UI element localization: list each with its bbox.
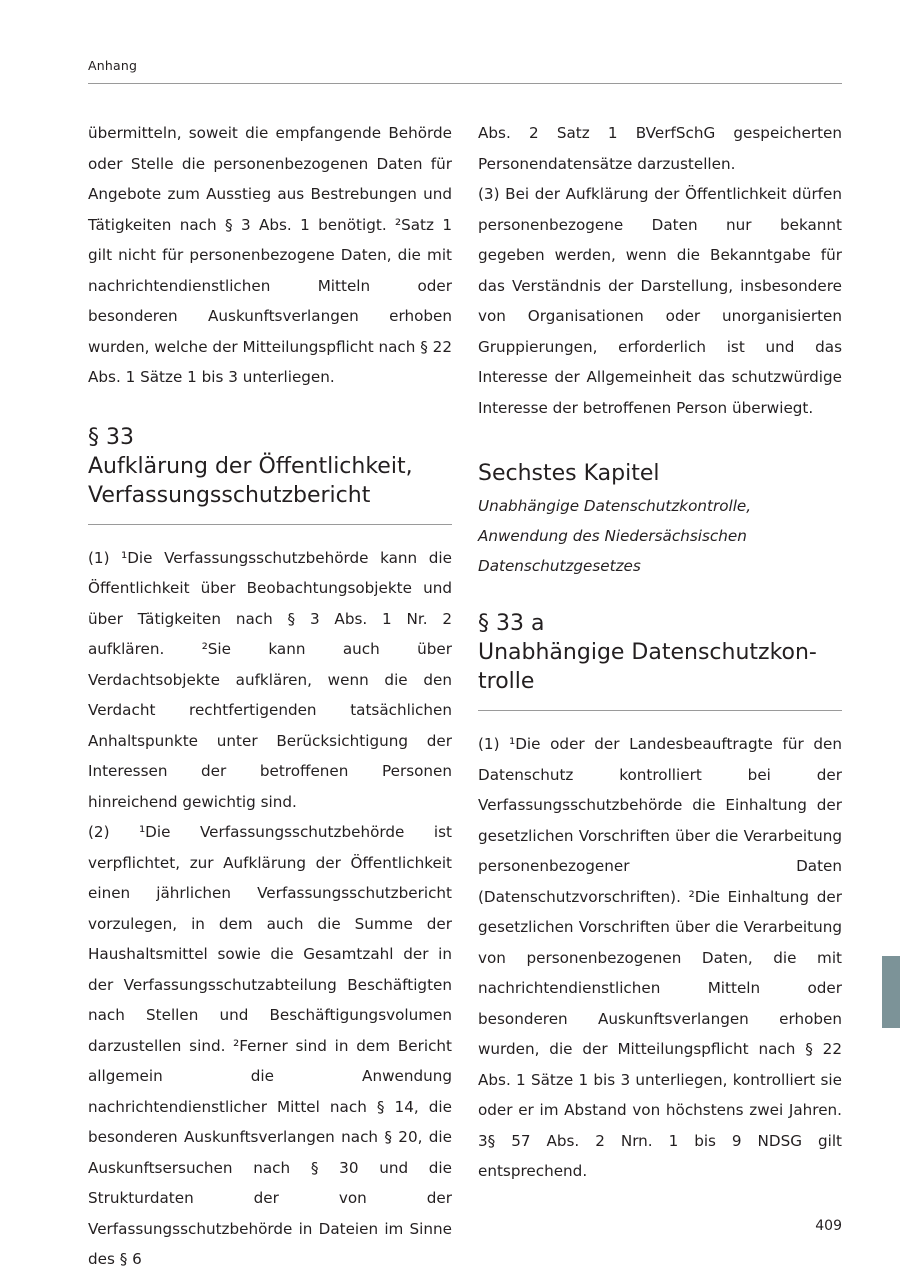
paragraph-continued-right: Abs. 2 Satz 1 BVerfSchG gespeicherten Personendatensätze darzustellen. bbox=[478, 124, 842, 173]
running-head bbox=[88, 58, 842, 84]
running-head-text: Anhang bbox=[88, 58, 138, 73]
page-number: 409 bbox=[815, 1218, 842, 1234]
section-heading-33 bbox=[88, 423, 452, 510]
section-title-33a-line-2: trolle bbox=[478, 669, 535, 694]
chapter-heading: Sechstes Kapitel bbox=[478, 461, 660, 486]
paragraph-continued: übermitteln, soweit die empfangende Behörde oder Stelle die personenbezogenen Daten für Angebote zum Ausstieg aus Bestrebungen und Tätigkeiten nach § 3 Abs. 1 benötigt. ²Satz 1 gilt nicht für personenbezogene Daten, die mit nachrichtendienstlichen Mitteln oder besonderen Auskunftsverlangen erhoben wurden, welche der Mitteilungspflicht nach § 22 Abs. 1 Sätze 1 bis 3 unterliegen. bbox=[88, 124, 452, 386]
chapter-subtitle-line-3: Datenschutzgesetzes bbox=[478, 557, 641, 575]
running-head-rule bbox=[88, 83, 842, 84]
section-title-line-2: Verfassungsschutzbericht bbox=[88, 482, 371, 508]
section-number: § 33 bbox=[88, 424, 134, 450]
side-tab-marker bbox=[882, 956, 900, 1028]
paragraph-33-3: (3) Bei der Aufklärung der Öffentlichkeit dürfen personenbezogene Daten nur bekannt gegeben werden, wenn die Bekanntgabe für das Verständnis der Darstellung, insbesondere von Organisationen oder unorganisierten Gruppierungen, erforderlich ist und das Interesse der Allgemeinheit das schutzwürdige Interesse der betroffenen Person überwiegt. bbox=[478, 185, 842, 417]
section-title-line-1: Aufklärung der Öffentlichkeit, bbox=[88, 453, 413, 479]
paragraph-33-1: (1) ¹Die Verfassungsschutzbehörde kann die Öffentlichkeit über Beobachtungsobjekte und über Tätigkeiten nach § 3 Abs. 1 Nr. 2 aufklären. ²Sie kann auch über Verdachtsobjekte aufklären, wenn die den Verdacht rechtfertigenden tatsächlichen Anhaltspunkte unter Berücksichtigung der Interessen der betroffenen Personen hinreichend gewichtig sind. bbox=[88, 548, 452, 811]
left-column bbox=[88, 118, 452, 1275]
section-heading-33a bbox=[478, 609, 842, 696]
paragraph-33-2: (2) ¹Die Verfassungsschutzbehörde ist verpflichtet, zur Aufklärung der Öffentlichkeit einen jährlichen Verfassungsschutzbericht vorzulegen, in dem auch die Summe der Haushaltsmittel sowie die Gesamtzahl der in der Verfassungsschutzabteilung Beschäftigten nach Stellen und Beschäftigungsvolumen darzustellen sind. ²Ferner sind in dem Bericht allgemein die Anwendung nachrichtendienstlicher Mittel nach § 14, die besonderen Auskunftsverlangen nach § 20, die Auskunftsersuchen nach § 30 und die Strukturdaten der von der Verfassungsschutzbehörde in Dateien im Sinne des § 6 bbox=[88, 823, 452, 1268]
section-title-33a-line-1: Unabhängige Datenschutzkon- bbox=[478, 640, 817, 665]
text-columns bbox=[88, 118, 842, 1275]
chapter-subtitle-line-2: Anwendung des Niedersächsischen bbox=[478, 527, 747, 545]
section-heading-rule bbox=[88, 524, 452, 525]
paragraph-33a-1: (1) ¹Die oder der Landesbeauftragte für den Datenschutz kontrolliert bei der Verfassungsschutzbehörde die Einhaltung der gesetzlichen Vorschriften über die Verarbeitung personenbezogener Daten (Datenschutzvorschriften). ²Die Einhaltung der gesetzlichen Vorschriften über die Verarbeitung von personenbezogenen Daten, die mit nachrichtendienstlichen Mitteln oder besonderen Auskunftsverlangen erhoben wurden, die der Mitteilungspflicht nach § 22 Abs. 1 Sätze 1 bis 3 unterliegen, kontrolliert sie oder er im Abstand von höchstens zwei Jahren. 3§ 57 Abs. 2 Nrn. 1 bis 9 NDSG gilt entsprechend. bbox=[478, 735, 842, 1180]
section-number-33a: § 33 a bbox=[478, 611, 545, 636]
chapter-subtitle-line-1: Unabhängige Datenschutzkontrolle, bbox=[478, 497, 752, 515]
section-heading-33a-rule bbox=[478, 710, 842, 711]
right-column bbox=[478, 118, 842, 1275]
